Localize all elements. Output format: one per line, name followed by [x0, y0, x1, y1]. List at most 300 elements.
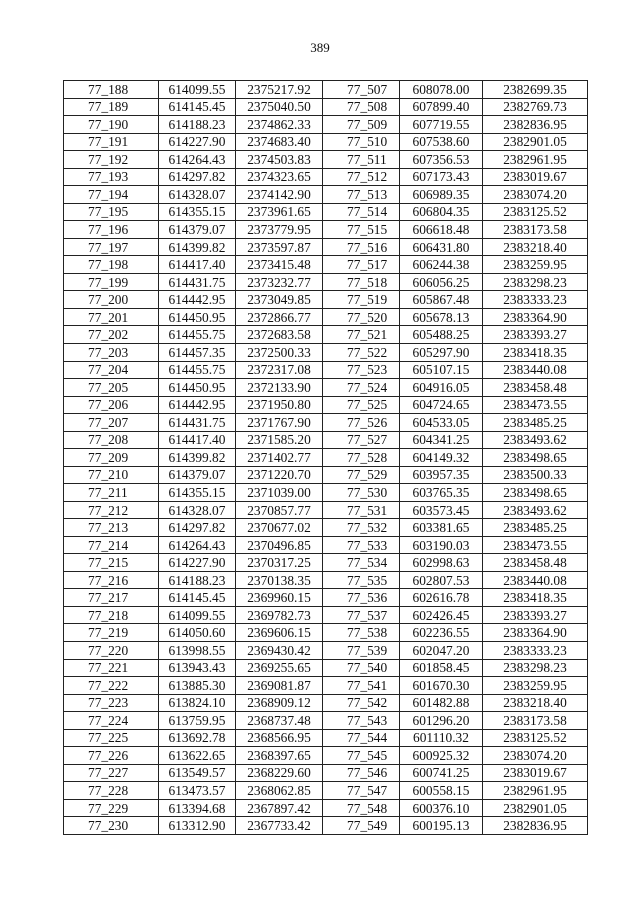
y-right-cell: 2382961.95 — [483, 782, 588, 800]
point-id-right-cell: 77_549 — [323, 817, 400, 835]
x-right-cell: 607899.40 — [400, 98, 483, 116]
x-right-cell: 603765.35 — [400, 484, 483, 502]
x-right-cell: 600376.10 — [400, 799, 483, 817]
table-row — [64, 606, 588, 624]
y-right-cell: 2383218.40 — [483, 694, 588, 712]
x-right-cell: 606804.35 — [400, 203, 483, 221]
y-left-cell: 2370677.02 — [236, 519, 323, 537]
y-right-cell: 2383393.27 — [483, 606, 588, 624]
table-row — [64, 817, 588, 835]
point-id-left-cell: 77_188 — [64, 81, 159, 99]
coordinates-table-body — [64, 81, 588, 835]
table-row — [64, 624, 588, 642]
table-row — [64, 782, 588, 800]
point-id-right-cell: 77_538 — [323, 624, 400, 642]
x-left-cell: 614431.75 — [159, 414, 236, 432]
y-left-cell: 2372317.08 — [236, 361, 323, 379]
table-row — [64, 449, 588, 467]
point-id-right-cell: 77_516 — [323, 238, 400, 256]
point-id-left-cell: 77_226 — [64, 747, 159, 765]
table-row — [64, 571, 588, 589]
table-row — [64, 589, 588, 607]
point-id-right-cell: 77_544 — [323, 729, 400, 747]
table-row — [64, 116, 588, 134]
y-right-cell: 2383173.58 — [483, 712, 588, 730]
x-right-cell: 604149.32 — [400, 449, 483, 467]
point-id-left-cell: 77_222 — [64, 677, 159, 695]
x-left-cell: 614442.95 — [159, 396, 236, 414]
y-right-cell: 2383333.23 — [483, 291, 588, 309]
y-left-cell: 2373415.48 — [236, 256, 323, 274]
y-left-cell: 2371950.80 — [236, 396, 323, 414]
x-right-cell: 602047.20 — [400, 642, 483, 660]
table-row — [64, 729, 588, 747]
point-id-right-cell: 77_519 — [323, 291, 400, 309]
table-row — [64, 677, 588, 695]
x-right-cell: 605867.48 — [400, 291, 483, 309]
page-number: 389 — [310, 40, 330, 55]
point-id-right-cell: 77_507 — [323, 81, 400, 99]
point-id-left-cell: 77_213 — [64, 519, 159, 537]
point-id-left-cell: 77_201 — [64, 308, 159, 326]
x-left-cell: 614379.07 — [159, 466, 236, 484]
point-id-left-cell: 77_209 — [64, 449, 159, 467]
y-left-cell: 2374683.40 — [236, 133, 323, 151]
y-left-cell: 2373779.95 — [236, 221, 323, 239]
y-right-cell: 2383493.62 — [483, 501, 588, 519]
x-right-cell: 604533.05 — [400, 414, 483, 432]
y-left-cell: 2375217.92 — [236, 81, 323, 99]
point-id-right-cell: 77_528 — [323, 449, 400, 467]
x-left-cell: 614431.75 — [159, 273, 236, 291]
x-left-cell: 614457.35 — [159, 343, 236, 361]
x-right-cell: 601482.88 — [400, 694, 483, 712]
y-left-cell: 2375040.50 — [236, 98, 323, 116]
x-right-cell: 602616.78 — [400, 589, 483, 607]
y-left-cell: 2369430.42 — [236, 642, 323, 660]
table-row — [64, 799, 588, 817]
point-id-left-cell: 77_194 — [64, 186, 159, 204]
x-right-cell: 601296.20 — [400, 712, 483, 730]
point-id-left-cell: 77_208 — [64, 431, 159, 449]
table-row — [64, 484, 588, 502]
x-left-cell: 614417.40 — [159, 431, 236, 449]
x-right-cell: 603573.45 — [400, 501, 483, 519]
y-right-cell: 2383485.25 — [483, 519, 588, 537]
point-id-right-cell: 77_525 — [323, 396, 400, 414]
x-left-cell: 613692.78 — [159, 729, 236, 747]
y-left-cell: 2369782.73 — [236, 606, 323, 624]
point-id-right-cell: 77_540 — [323, 659, 400, 677]
x-right-cell: 602807.53 — [400, 571, 483, 589]
y-right-cell: 2383019.67 — [483, 168, 588, 186]
point-id-right-cell: 77_515 — [323, 221, 400, 239]
point-id-left-cell: 77_205 — [64, 379, 159, 397]
x-left-cell: 614355.15 — [159, 203, 236, 221]
x-right-cell: 605488.25 — [400, 326, 483, 344]
point-id-right-cell: 77_541 — [323, 677, 400, 695]
x-left-cell: 614227.90 — [159, 554, 236, 572]
x-left-cell: 614050.60 — [159, 624, 236, 642]
y-left-cell: 2368737.48 — [236, 712, 323, 730]
x-right-cell: 606989.35 — [400, 186, 483, 204]
y-left-cell: 2368566.95 — [236, 729, 323, 747]
y-left-cell: 2373232.77 — [236, 273, 323, 291]
x-left-cell: 613394.68 — [159, 799, 236, 817]
table-row — [64, 151, 588, 169]
point-id-right-cell: 77_511 — [323, 151, 400, 169]
x-right-cell: 605297.90 — [400, 343, 483, 361]
y-left-cell: 2373961.65 — [236, 203, 323, 221]
x-right-cell: 600558.15 — [400, 782, 483, 800]
point-id-right-cell: 77_508 — [323, 98, 400, 116]
point-id-left-cell: 77_211 — [64, 484, 159, 502]
table-row — [64, 536, 588, 554]
x-right-cell: 607173.43 — [400, 168, 483, 186]
y-right-cell: 2383485.25 — [483, 414, 588, 432]
y-left-cell: 2368909.12 — [236, 694, 323, 712]
point-id-right-cell: 77_537 — [323, 606, 400, 624]
y-left-cell: 2371220.70 — [236, 466, 323, 484]
y-right-cell: 2383298.23 — [483, 659, 588, 677]
x-right-cell: 603190.03 — [400, 536, 483, 554]
point-id-right-cell: 77_543 — [323, 712, 400, 730]
point-id-right-cell: 77_522 — [323, 343, 400, 361]
y-right-cell: 2382836.95 — [483, 116, 588, 134]
x-right-cell: 602998.63 — [400, 554, 483, 572]
y-right-cell: 2383019.67 — [483, 764, 588, 782]
point-id-right-cell: 77_530 — [323, 484, 400, 502]
x-left-cell: 614328.07 — [159, 186, 236, 204]
table-row — [64, 203, 588, 221]
x-right-cell: 600925.32 — [400, 747, 483, 765]
point-id-right-cell: 77_536 — [323, 589, 400, 607]
point-id-left-cell: 77_198 — [64, 256, 159, 274]
y-right-cell: 2383259.95 — [483, 256, 588, 274]
point-id-right-cell: 77_524 — [323, 379, 400, 397]
y-right-cell: 2383498.65 — [483, 484, 588, 502]
table-row — [64, 747, 588, 765]
point-id-left-cell: 77_220 — [64, 642, 159, 660]
point-id-left-cell: 77_229 — [64, 799, 159, 817]
x-left-cell: 614328.07 — [159, 501, 236, 519]
x-left-cell: 614379.07 — [159, 221, 236, 239]
x-left-cell: 613885.30 — [159, 677, 236, 695]
y-left-cell: 2370138.35 — [236, 571, 323, 589]
table-row — [64, 308, 588, 326]
y-right-cell: 2383173.58 — [483, 221, 588, 239]
x-left-cell: 614145.45 — [159, 589, 236, 607]
y-right-cell: 2383500.33 — [483, 466, 588, 484]
point-id-right-cell: 77_513 — [323, 186, 400, 204]
x-left-cell: 614450.95 — [159, 379, 236, 397]
x-right-cell: 606618.48 — [400, 221, 483, 239]
y-left-cell: 2373597.87 — [236, 238, 323, 256]
x-left-cell: 614264.43 — [159, 151, 236, 169]
x-left-cell: 614450.95 — [159, 308, 236, 326]
table-row — [64, 273, 588, 291]
y-right-cell: 2383473.55 — [483, 536, 588, 554]
y-left-cell: 2370857.77 — [236, 501, 323, 519]
point-id-left-cell: 77_218 — [64, 606, 159, 624]
x-left-cell: 614264.43 — [159, 536, 236, 554]
y-left-cell: 2370496.85 — [236, 536, 323, 554]
point-id-left-cell: 77_190 — [64, 116, 159, 134]
table-row — [64, 694, 588, 712]
y-right-cell: 2382901.05 — [483, 133, 588, 151]
x-right-cell: 608078.00 — [400, 81, 483, 99]
point-id-left-cell: 77_193 — [64, 168, 159, 186]
y-left-cell: 2368397.65 — [236, 747, 323, 765]
x-right-cell: 601670.30 — [400, 677, 483, 695]
point-id-right-cell: 77_518 — [323, 273, 400, 291]
x-right-cell: 605678.13 — [400, 308, 483, 326]
y-left-cell: 2368229.60 — [236, 764, 323, 782]
point-id-right-cell: 77_510 — [323, 133, 400, 151]
y-right-cell: 2383218.40 — [483, 238, 588, 256]
point-id-right-cell: 77_509 — [323, 116, 400, 134]
point-id-right-cell: 77_548 — [323, 799, 400, 817]
point-id-left-cell: 77_223 — [64, 694, 159, 712]
x-left-cell: 613622.65 — [159, 747, 236, 765]
y-left-cell: 2369606.15 — [236, 624, 323, 642]
y-right-cell: 2383364.90 — [483, 308, 588, 326]
x-left-cell: 613943.43 — [159, 659, 236, 677]
point-id-right-cell: 77_539 — [323, 642, 400, 660]
point-id-left-cell: 77_224 — [64, 712, 159, 730]
y-left-cell: 2369960.15 — [236, 589, 323, 607]
y-right-cell: 2383473.55 — [483, 396, 588, 414]
table-row — [64, 414, 588, 432]
y-right-cell: 2383458.48 — [483, 379, 588, 397]
table-row — [64, 642, 588, 660]
point-id-left-cell: 77_207 — [64, 414, 159, 432]
x-left-cell: 613759.95 — [159, 712, 236, 730]
y-left-cell: 2371402.77 — [236, 449, 323, 467]
x-left-cell: 614455.75 — [159, 326, 236, 344]
point-id-right-cell: 77_531 — [323, 501, 400, 519]
x-right-cell: 607356.53 — [400, 151, 483, 169]
y-left-cell: 2374503.83 — [236, 151, 323, 169]
y-left-cell: 2374862.33 — [236, 116, 323, 134]
x-left-cell: 614399.82 — [159, 449, 236, 467]
x-right-cell: 602236.55 — [400, 624, 483, 642]
table-row — [64, 326, 588, 344]
point-id-right-cell: 77_547 — [323, 782, 400, 800]
table-row — [64, 519, 588, 537]
x-right-cell: 601858.45 — [400, 659, 483, 677]
y-right-cell: 2383493.62 — [483, 431, 588, 449]
point-id-right-cell: 77_514 — [323, 203, 400, 221]
table-row — [64, 133, 588, 151]
table-row — [64, 379, 588, 397]
point-id-left-cell: 77_217 — [64, 589, 159, 607]
table-row — [64, 168, 588, 186]
y-left-cell: 2371039.00 — [236, 484, 323, 502]
table-row — [64, 186, 588, 204]
y-right-cell: 2383458.48 — [483, 554, 588, 572]
point-id-left-cell: 77_189 — [64, 98, 159, 116]
x-left-cell: 614442.95 — [159, 291, 236, 309]
y-left-cell: 2372683.58 — [236, 326, 323, 344]
point-id-right-cell: 77_527 — [323, 431, 400, 449]
point-id-left-cell: 77_192 — [64, 151, 159, 169]
x-left-cell: 613998.55 — [159, 642, 236, 660]
x-left-cell: 613549.57 — [159, 764, 236, 782]
x-right-cell: 605107.15 — [400, 361, 483, 379]
y-right-cell: 2383364.90 — [483, 624, 588, 642]
point-id-left-cell: 77_204 — [64, 361, 159, 379]
point-id-right-cell: 77_526 — [323, 414, 400, 432]
y-right-cell: 2382961.95 — [483, 151, 588, 169]
y-right-cell: 2383440.08 — [483, 361, 588, 379]
point-id-left-cell: 77_196 — [64, 221, 159, 239]
point-id-left-cell: 77_228 — [64, 782, 159, 800]
table-row — [64, 396, 588, 414]
point-id-right-cell: 77_545 — [323, 747, 400, 765]
table-row — [64, 466, 588, 484]
table-row — [64, 712, 588, 730]
y-right-cell: 2383418.35 — [483, 343, 588, 361]
x-left-cell: 613312.90 — [159, 817, 236, 835]
point-id-left-cell: 77_215 — [64, 554, 159, 572]
table-row — [64, 98, 588, 116]
x-right-cell: 607719.55 — [400, 116, 483, 134]
point-id-left-cell: 77_197 — [64, 238, 159, 256]
point-id-left-cell: 77_191 — [64, 133, 159, 151]
point-id-right-cell: 77_517 — [323, 256, 400, 274]
y-right-cell: 2383440.08 — [483, 571, 588, 589]
point-id-left-cell: 77_216 — [64, 571, 159, 589]
point-id-left-cell: 77_210 — [64, 466, 159, 484]
point-id-left-cell: 77_202 — [64, 326, 159, 344]
table-row — [64, 81, 588, 99]
y-left-cell: 2369255.65 — [236, 659, 323, 677]
y-left-cell: 2374142.90 — [236, 186, 323, 204]
y-left-cell: 2372866.77 — [236, 308, 323, 326]
y-left-cell: 2367897.42 — [236, 799, 323, 817]
table-row — [64, 431, 588, 449]
x-left-cell: 614417.40 — [159, 256, 236, 274]
x-right-cell: 606431.80 — [400, 238, 483, 256]
x-left-cell: 614188.23 — [159, 571, 236, 589]
x-left-cell: 614399.82 — [159, 238, 236, 256]
y-left-cell: 2371767.90 — [236, 414, 323, 432]
point-id-left-cell: 77_206 — [64, 396, 159, 414]
y-left-cell: 2368062.85 — [236, 782, 323, 800]
x-right-cell: 602426.45 — [400, 606, 483, 624]
x-left-cell: 614188.23 — [159, 116, 236, 134]
point-id-right-cell: 77_535 — [323, 571, 400, 589]
x-left-cell: 614145.45 — [159, 98, 236, 116]
y-left-cell: 2370317.25 — [236, 554, 323, 572]
point-id-left-cell: 77_203 — [64, 343, 159, 361]
y-right-cell: 2382901.05 — [483, 799, 588, 817]
coordinates-table — [63, 80, 588, 835]
y-right-cell: 2382836.95 — [483, 817, 588, 835]
x-right-cell: 607538.60 — [400, 133, 483, 151]
y-right-cell: 2383498.65 — [483, 449, 588, 467]
y-left-cell: 2372500.33 — [236, 343, 323, 361]
x-left-cell: 614297.82 — [159, 168, 236, 186]
point-id-right-cell: 77_521 — [323, 326, 400, 344]
point-id-right-cell: 77_532 — [323, 519, 400, 537]
x-right-cell: 603957.35 — [400, 466, 483, 484]
y-right-cell: 2383074.20 — [483, 186, 588, 204]
point-id-right-cell: 77_523 — [323, 361, 400, 379]
point-id-right-cell: 77_542 — [323, 694, 400, 712]
table-row — [64, 659, 588, 677]
x-right-cell: 606056.25 — [400, 273, 483, 291]
y-left-cell: 2369081.87 — [236, 677, 323, 695]
y-right-cell: 2383125.52 — [483, 203, 588, 221]
y-right-cell: 2382699.35 — [483, 81, 588, 99]
x-right-cell: 604916.05 — [400, 379, 483, 397]
point-id-left-cell: 77_199 — [64, 273, 159, 291]
table-row — [64, 256, 588, 274]
y-left-cell: 2372133.90 — [236, 379, 323, 397]
point-id-left-cell: 77_219 — [64, 624, 159, 642]
y-left-cell: 2373049.85 — [236, 291, 323, 309]
x-right-cell: 601110.32 — [400, 729, 483, 747]
table-row — [64, 291, 588, 309]
y-right-cell: 2383393.27 — [483, 326, 588, 344]
point-id-left-cell: 77_225 — [64, 729, 159, 747]
x-left-cell: 614455.75 — [159, 361, 236, 379]
x-right-cell: 600741.25 — [400, 764, 483, 782]
point-id-left-cell: 77_227 — [64, 764, 159, 782]
x-left-cell: 614227.90 — [159, 133, 236, 151]
x-right-cell: 606244.38 — [400, 256, 483, 274]
point-id-left-cell: 77_214 — [64, 536, 159, 554]
x-left-cell: 614355.15 — [159, 484, 236, 502]
y-right-cell: 2383259.95 — [483, 677, 588, 695]
x-right-cell: 604341.25 — [400, 431, 483, 449]
table-row — [64, 221, 588, 239]
x-left-cell: 614297.82 — [159, 519, 236, 537]
point-id-right-cell: 77_534 — [323, 554, 400, 572]
point-id-right-cell: 77_546 — [323, 764, 400, 782]
table-row — [64, 501, 588, 519]
x-left-cell: 613473.57 — [159, 782, 236, 800]
table-row — [64, 764, 588, 782]
y-left-cell: 2374323.65 — [236, 168, 323, 186]
y-right-cell: 2383125.52 — [483, 729, 588, 747]
y-right-cell: 2383418.35 — [483, 589, 588, 607]
x-left-cell: 614099.55 — [159, 81, 236, 99]
table-row — [64, 361, 588, 379]
point-id-right-cell: 77_520 — [323, 308, 400, 326]
point-id-left-cell: 77_221 — [64, 659, 159, 677]
x-right-cell: 603381.65 — [400, 519, 483, 537]
point-id-right-cell: 77_529 — [323, 466, 400, 484]
x-left-cell: 614099.55 — [159, 606, 236, 624]
point-id-left-cell: 77_195 — [64, 203, 159, 221]
point-id-left-cell: 77_212 — [64, 501, 159, 519]
table-row — [64, 343, 588, 361]
x-right-cell: 604724.65 — [400, 396, 483, 414]
y-right-cell: 2383298.23 — [483, 273, 588, 291]
point-id-right-cell: 77_512 — [323, 168, 400, 186]
y-left-cell: 2371585.20 — [236, 431, 323, 449]
point-id-left-cell: 77_230 — [64, 817, 159, 835]
table-row — [64, 238, 588, 256]
y-right-cell: 2383074.20 — [483, 747, 588, 765]
y-right-cell: 2382769.73 — [483, 98, 588, 116]
point-id-right-cell: 77_533 — [323, 536, 400, 554]
y-right-cell: 2383333.23 — [483, 642, 588, 660]
point-id-left-cell: 77_200 — [64, 291, 159, 309]
